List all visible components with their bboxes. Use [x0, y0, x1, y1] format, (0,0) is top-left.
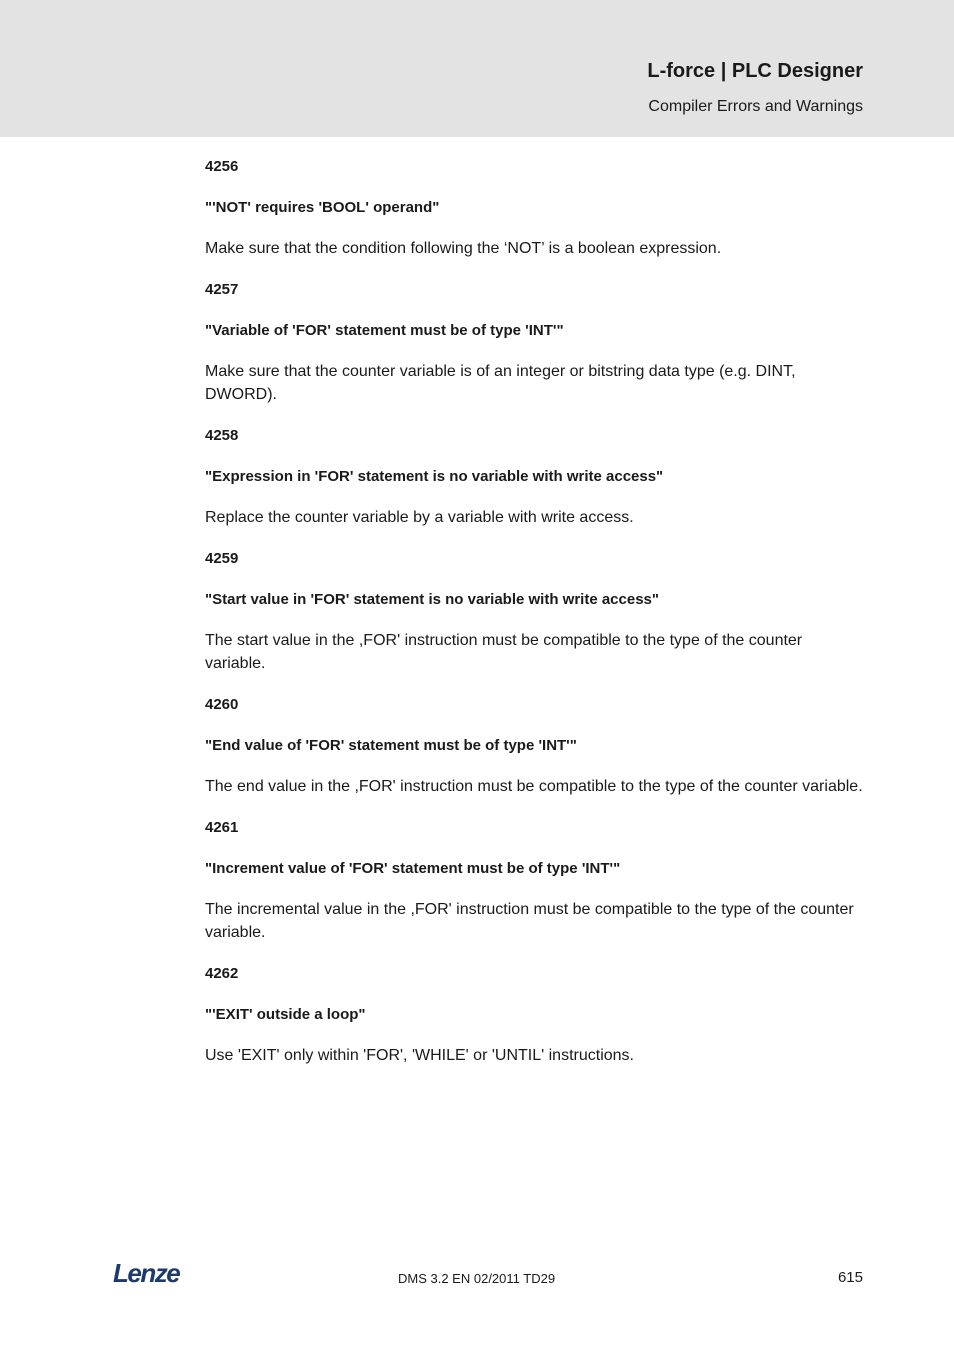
error-description: Use 'EXIT' only within 'FOR', 'WHILE' or 'UNTIL' instructions.	[205, 1047, 634, 1064]
error-entry	[205, 962, 865, 1067]
error-message: "Expression in 'FOR' statement is no variable with write access"	[205, 468, 664, 485]
error-entry	[205, 547, 865, 675]
error-description: The start value in the ,FOR' instruction must be compatible to the type of the counter variable.	[205, 632, 803, 672]
error-message: "End value of 'FOR' statement must be of type 'INT'"	[205, 737, 577, 754]
page-number: 615	[837, 1269, 863, 1286]
error-code: 4261	[205, 819, 239, 836]
error-code: 4256	[205, 158, 239, 175]
page-header	[0, 0, 954, 137]
error-message: "'NOT' requires 'BOOL' operand"	[205, 199, 440, 216]
error-code: 4258	[205, 427, 239, 444]
error-description: Make sure that the counter variable is of an integer or bitstring data type (e.g. DINT, DWORD).	[205, 363, 796, 403]
lenze-logo: Lenze	[113, 1258, 180, 1288]
error-description: The end value in the ,FOR' instruction must be compatible to the type of the counter variable.	[205, 778, 863, 795]
error-message: "'EXIT' outside a loop"	[205, 1006, 366, 1023]
header-subtitle: Compiler Errors and Warnings	[648, 98, 863, 115]
error-code: 4262	[205, 965, 239, 982]
error-message: "Start value in 'FOR' statement is no variable with write access"	[205, 591, 660, 608]
main-content	[205, 155, 865, 1085]
document-id: DMS 3.2 EN 02/2011 TD29	[398, 1271, 556, 1286]
error-message: "Variable of 'FOR' statement must be of type 'INT'"	[205, 322, 564, 339]
error-code: 4257	[205, 281, 239, 298]
error-entry	[205, 278, 865, 406]
error-entry	[205, 816, 865, 944]
error-code: 4259	[205, 550, 239, 567]
error-description: Replace the counter variable by a variable with write access.	[205, 509, 634, 526]
error-entry	[205, 693, 865, 798]
header-title: L-force | PLC Designer	[647, 60, 863, 82]
error-message: "Increment value of 'FOR' statement must be of type 'INT'"	[205, 860, 621, 877]
error-description: Make sure that the condition following the ‘NOT’ is a boolean expression.	[205, 240, 722, 257]
error-code: 4260	[205, 696, 239, 713]
error-entry	[205, 155, 865, 260]
error-description: The incremental value in the ,FOR' instruction must be compatible to the type of the counter variable.	[205, 901, 854, 941]
error-entry	[205, 424, 865, 529]
